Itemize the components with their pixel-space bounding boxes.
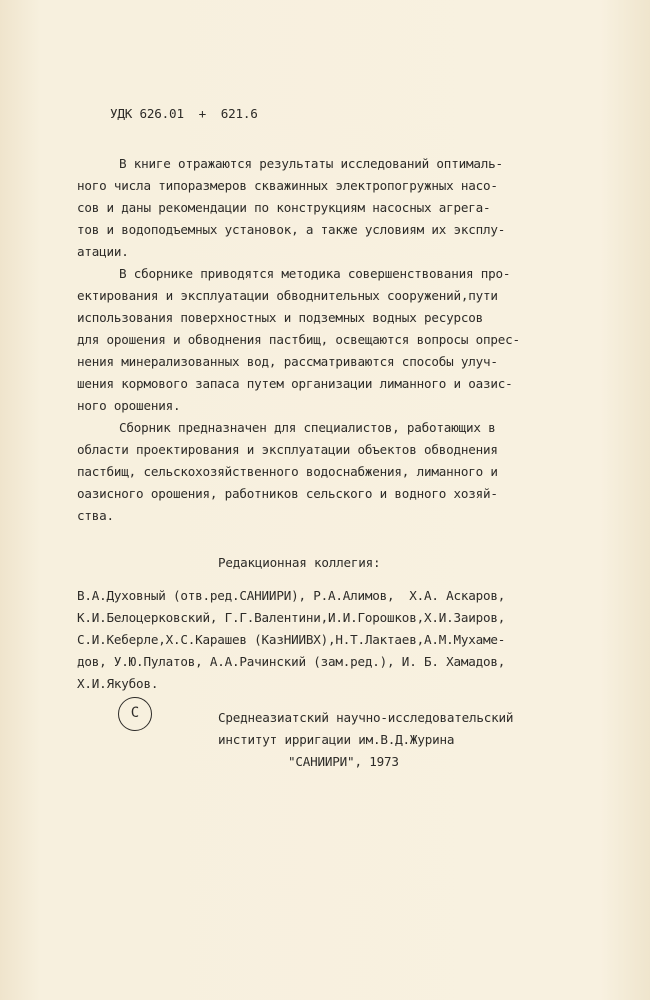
text-line: В сборнике приводятся методика совершенствования про- — [119, 266, 511, 281]
text-line: С.И.Keберле,Х.С.Карашев (КазНИИВХ),Н.Т.Лактаев,А.М.Мухаме- — [77, 632, 506, 647]
editorial-heading: Редакционная коллегия: — [218, 555, 381, 570]
text-line: дов, У.Ю.Пулатов, А.А.Рачинский (зам.ред.), И. Б. Хамадов, — [77, 654, 506, 669]
institute-name-line: институт ирригации им.В.Д.Журина — [218, 732, 455, 747]
text-line: К.И.Белоцерковский, Г.Г.Валентини,И.И.Горошков,Х.И.Заиров, — [77, 610, 506, 625]
text-line: В книге отражаются результаты исследований оптималь- — [119, 156, 503, 171]
text-line: Х.И.Якубов. — [77, 676, 159, 691]
institute-name-line: Среднеазиатский научно-исследовательский — [218, 710, 514, 725]
text-line: В.А.Духовный (отв.ред.САНИИРИ), Р.А.Алимов, Х.А. Аскаров, — [77, 588, 506, 603]
text-line: области проектирования и эксплуатации объектов обводнения — [77, 442, 498, 457]
text-line: атации. — [77, 244, 129, 259]
text-line: сов и даны рекомендации по конструкциям насосных агрега- — [77, 200, 491, 215]
text-line: ного числа типоразмеров скважинных электропогружных насо- — [77, 178, 498, 193]
text-line: нения минерализованных вод, рассматриваются способы улуч- — [77, 354, 498, 369]
text-line: использования поверхностных и подземных водных ресурсов — [77, 310, 484, 325]
text-line: Сборник предназначен для специалистов, работающих в — [119, 420, 496, 435]
publisher-year: "САНИИРИ", 1973 — [288, 754, 399, 769]
text-line: шения кормового запаса путем организации лиманного и оазис- — [77, 376, 513, 391]
text-line: тов и водоподъемных установок, а также условиям их эксплу- — [77, 222, 506, 237]
text-line: для орошения и обводнения пастбищ, освещаются вопросы опрес- — [77, 332, 520, 347]
text-line: ектирования и эксплуатации обводнительных сооружений,пути — [77, 288, 498, 303]
text-line: пастбищ, сельскохозяйственного водоснабжения, лиманного и — [77, 464, 498, 479]
text-line: ства. — [77, 508, 114, 523]
text-line: оазисного орошения, работников сельского и водного хозяй- — [77, 486, 498, 501]
udk-code: УДК 626.01 + 621.6 — [110, 106, 258, 121]
copyright-icon: C — [118, 697, 152, 731]
text-line: ного орошения. — [77, 398, 181, 413]
